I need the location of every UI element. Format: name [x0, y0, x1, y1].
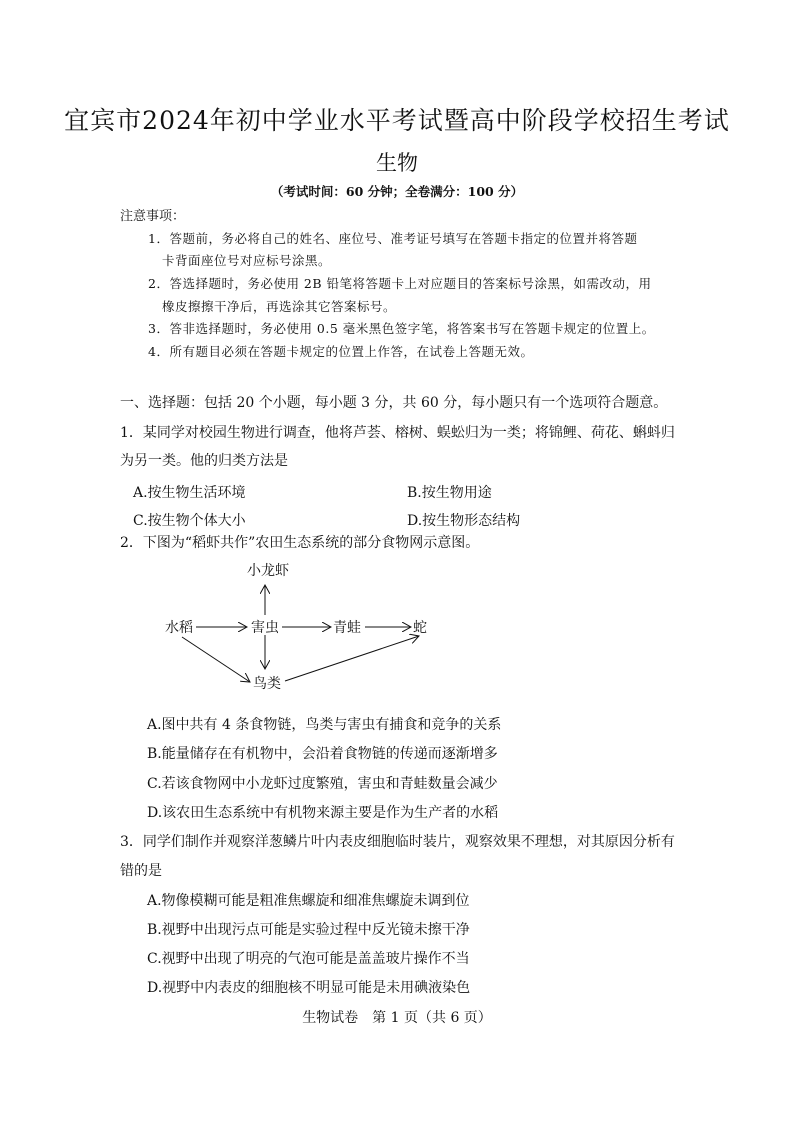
q1-option-d: D.按生物形态结构 — [407, 513, 521, 529]
node-rice: 水稻 — [165, 620, 193, 636]
q3-option-d: D.视野中内表皮的细胞核不明显可能是未用碘液染色 — [147, 980, 471, 996]
q2-stem: 2．下图为“稻虾共作”农田生态系统的部分食物网示意图。 — [120, 535, 480, 551]
q1-option-a: A.按生物生活环境 — [133, 485, 246, 501]
notice-item-1-cont: 卡背面座位号对应标号涂黑。 — [162, 253, 332, 268]
node-frog: 青蛙 — [333, 620, 361, 636]
page-footer: 生物试卷 第 1 页（共 6 页） — [302, 1010, 492, 1026]
q2-option-c: C.若该食物网中小龙虾过度繁殖，害虫和青蛙数量会减少 — [147, 776, 498, 792]
q1-option-c: C.按生物个体大小 — [133, 513, 246, 529]
node-birds: 鸟类 — [253, 676, 281, 692]
notice-heading: 注意事项： — [120, 209, 186, 224]
subject-title: 生物 — [376, 151, 418, 175]
node-pest: 害虫 — [251, 620, 279, 636]
q2-option-b: B.能量储存在有机物中，会沿着食物链的传递而逐渐增多 — [147, 746, 498, 762]
food-web-diagram — [0, 555, 794, 700]
q3-option-c: C.视野中出现了明亮的气泡可能是盖盖玻片操作不当 — [147, 951, 470, 967]
arrow-birds-snake — [285, 636, 419, 681]
exam-title: 宜宾市2024年初中学业水平考试暨高中阶段学校招生考试 — [64, 106, 730, 135]
notice-item-2-cont: 橡皮擦擦干净后，再选涂其它答案标号。 — [162, 299, 397, 314]
q2-option-a: A.图中共有 4 条食物链，鸟类与害虫有捕食和竞争的关系 — [147, 717, 502, 733]
q3-option-b: B.视野中出现污点可能是实验过程中反光镜未擦干净 — [147, 922, 470, 938]
q1-stem-cont: 为另一类。他的归类方法是 — [120, 453, 288, 469]
q3-option-a: A.物像模糊可能是粗准焦螺旋和细准焦螺旋未调到位 — [147, 893, 470, 909]
node-crayfish: 小龙虾 — [247, 563, 289, 579]
notice-item-3: 3．答非选择题时，务必使用 0.5 毫米黑色签字笔，将答案书写在答题卡规定的位置上。 — [148, 321, 655, 336]
q3-stem: 3．同学们制作并观察洋葱鳞片叶内表皮细胞临时装片，观察效果不理想，对其原因分析有 — [120, 834, 675, 850]
q1-stem: 1．某同学对校园生物进行调查，他将芦荟、榕树、蜈蚣归为一类；将锦鲤、荷花、蝌蚪归 — [120, 425, 675, 441]
q3-stem-cont: 错的是 — [120, 863, 162, 879]
notice-item-4: 4．所有题目必须在答题卡规定的位置上作答，在试卷上答题无效。 — [148, 344, 534, 359]
q2-option-d: D.该农田生态系统中有机物来源主要是作为生产者的水稻 — [147, 805, 499, 821]
notice-item-2: 2．答选择题时，务必使用 2B 铅笔将答题卡上对应题目的答案标号涂黑，如需改动，用 — [148, 276, 652, 291]
exam-info: （考试时间：60 分钟；全卷满分：100 分） — [270, 184, 524, 199]
notice-item-1: 1．答题前，务必将自己的姓名、座位号、准考证号填写在答题卡指定的位置并将答题 — [148, 231, 638, 246]
node-snake: 蛇 — [413, 620, 427, 636]
q1-option-b: B.按生物用途 — [407, 485, 492, 501]
arrow-rice-birds — [182, 637, 250, 682]
section-heading: 一、选择题：包括 20 个小题，每小题 3 分，共 60 分，每小题只有一个选项符合题意。 — [120, 395, 668, 411]
